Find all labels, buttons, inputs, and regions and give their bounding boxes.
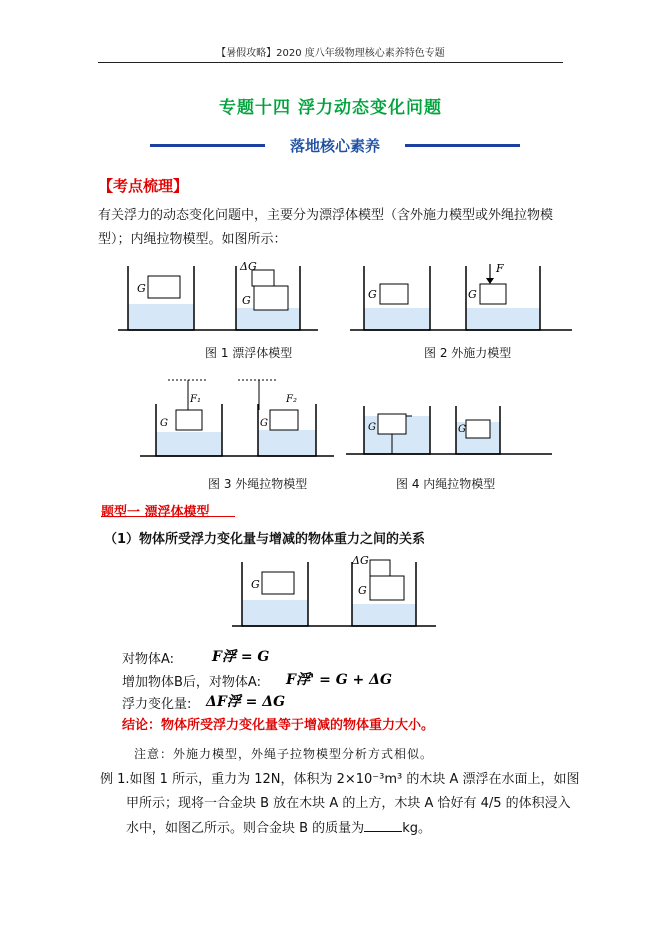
- row-3-formula: ΔF浮 = ΔG: [206, 694, 286, 710]
- figure-2-diagram: [346, 256, 576, 336]
- subtitle-text: 落地核心素养: [289, 137, 380, 155]
- note-text: 注意：外施力模型，外绳子拉物模型分析方式相似。: [134, 747, 434, 761]
- row-2-label: 增加物体B后，对物体A:: [122, 675, 261, 690]
- page-title: 专题十四 浮力动态变化问题: [219, 98, 442, 118]
- figure-3-caption: 图 3 外绳拉物模型: [208, 477, 308, 491]
- example-line-3: [126, 817, 431, 841]
- fig3-label-f1: F₁: [190, 394, 201, 405]
- intro-line-1: 有关浮力的动态变化问题中，主要分为漂浮体模型（含外施力模型或外绳拉物模: [98, 208, 554, 223]
- figure-3-diagram: [138, 376, 338, 462]
- fig3-label-g-b: G: [260, 418, 268, 429]
- conclusion-text: 结论：物体所受浮力变化量等于增减的物体重力大小。: [122, 718, 435, 733]
- row-1-formula: F浮 = G: [212, 649, 270, 665]
- fig4-label-g-a: G: [368, 422, 376, 433]
- fig4-label-g-b: G: [458, 424, 466, 435]
- answer-blank[interactable]: [364, 819, 402, 832]
- subtitle-banner: [150, 133, 520, 155]
- example-line-1: 例 1.如图 1 所示，重力为 12N，体积为 2×10⁻³m³ 的木块 A 漂浮在水面上，如图: [100, 772, 580, 787]
- center-label-dg: ΔG: [352, 554, 369, 567]
- figure-1-diagram: [118, 256, 328, 336]
- row-3-label: 浮力变化量:: [122, 697, 192, 712]
- fig2-label-f: F: [496, 262, 504, 275]
- question-1-heading: （1）物体所受浮力变化量与增减的物体重力之间的关系: [104, 532, 426, 547]
- center-diagram: [232, 552, 442, 632]
- question-type-heading: 题型一 漂浮体模型: [101, 505, 210, 520]
- center-label-g-a: G: [251, 578, 260, 591]
- intro-line-2: 型）；内绳拉物模型。如图所示：: [98, 232, 287, 247]
- fig2-label-g-a: G: [368, 288, 377, 301]
- example-line-2: 甲所示；现将一合金块 B 放在木块 A 的上方，木块 A 恰好有 4/5 的体积浸入: [126, 796, 571, 811]
- fig1-label-g-a: G: [137, 282, 146, 295]
- figure-4-diagram: [346, 398, 556, 462]
- fig1-label-g-b: G: [242, 294, 251, 307]
- fig1-label-dg: ΔG: [240, 260, 257, 273]
- question-type-underline: [101, 516, 235, 517]
- center-label-g-b: G: [358, 584, 367, 597]
- header-divider: [98, 62, 563, 63]
- example-line-3-unit: kg。: [402, 821, 431, 836]
- fig2-label-g-b: G: [468, 288, 477, 301]
- example-line-3-text: 水中，如图乙所示。则合金块 B 的质量为: [126, 821, 365, 836]
- document-header: 【暑假攻略】2020 度八年级物理核心素养特色专题: [216, 48, 445, 59]
- figure-4-caption: 图 4 内绳拉物模型: [396, 477, 496, 491]
- row-1-label: 对物体A:: [122, 652, 175, 667]
- row-2-formula: F浮' = G + ΔG: [286, 672, 392, 688]
- section-heading: 【考点梳理】: [98, 177, 189, 195]
- fig3-label-f2: F₂: [286, 394, 297, 405]
- fig3-label-g-a: G: [160, 418, 168, 429]
- figure-2-caption: 图 2 外施力模型: [424, 346, 512, 360]
- figure-1-caption: 图 1 漂浮体模型: [205, 346, 293, 360]
